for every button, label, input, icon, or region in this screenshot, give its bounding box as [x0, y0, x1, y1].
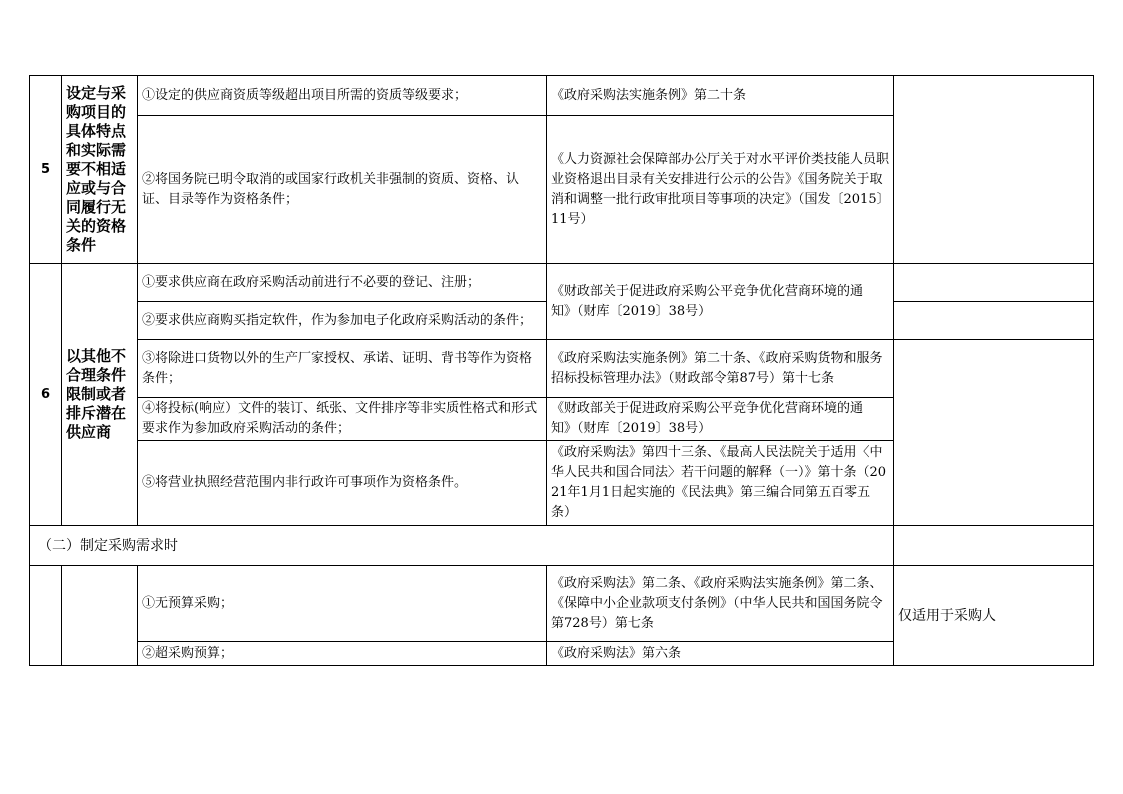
table-row	[30, 566, 1094, 642]
item-text: ①要求供应商在政府采购活动前进行不必要的登记、注册；	[138, 264, 547, 302]
legal-basis: 《财政部关于促进政府采购公平竞争优化营商环境的通知》（财库〔2019〕38号）	[547, 264, 894, 340]
row-number: 6	[30, 264, 62, 526]
regulation-table	[29, 75, 1094, 666]
item-text: ③将除进口货物以外的生产厂家授权、承诺、证明、背书等作为资格条件；	[138, 340, 547, 398]
item-text: ②超采购预算；	[138, 642, 547, 666]
section-title: （二）制定采购需求时	[30, 526, 894, 566]
item-text: ①设定的供应商资质等级超出项目所需的资质等级要求；	[138, 76, 547, 116]
category-cell	[62, 566, 138, 666]
table-row	[30, 76, 1094, 116]
legal-basis: 《政府采购法》第四十三条、《最高人民法院关于适用〈中华人民共和国合同法〉若干问题的解释（一）》第十条（2021年1月1日起实施的《民法典》第三编合同第五百零五条）	[547, 441, 894, 526]
note-cell	[894, 76, 1094, 264]
note-cell: 仅适用于采购人	[894, 566, 1094, 666]
section-row	[30, 526, 1094, 566]
row-number	[30, 566, 62, 666]
category-cell: 以其他不合理条件限制或者排斥潜在供应商	[62, 264, 138, 526]
item-text: ②将国务院已明令取消的或国家行政机关非强制的资质、资格、认证、目录等作为资格条件；	[138, 116, 547, 264]
legal-basis: 《政府采购法实施条例》第二十条	[547, 76, 894, 116]
category-cell: 设定与采购项目的具体特点和实际需要不相适应或与合同履行无关的资格条件	[62, 76, 138, 264]
note-cell	[894, 302, 1094, 340]
table-row	[30, 340, 1094, 398]
row-number: 5	[30, 76, 62, 264]
legal-basis: 《人力资源社会保障部办公厅关于对水平评价类技能人员职业资格退出目录有关安排进行公示的公告》《国务院关于取消和调整一批行政审批项目等事项的决定》（国发〔2015〕11号）	[547, 116, 894, 264]
legal-basis: 《财政部关于促进政府采购公平竞争优化营商环境的通知》（财库〔2019〕38号）	[547, 398, 894, 441]
item-text: ①无预算采购；	[138, 566, 547, 642]
item-text: ④将投标(响应）文件的装订、纸张、文件排序等非实质性格式和形式要求作为参加政府采购活动的条件；	[138, 398, 547, 441]
legal-basis: 《政府采购法实施条例》第二十条、《政府采购货物和服务招标投标管理办法》（财政部令第87号）第十七条	[547, 340, 894, 398]
table-row	[30, 264, 1094, 302]
legal-basis: 《政府采购法》第二条、《政府采购法实施条例》第二条、《保障中小企业款项支付条例》（中华人民共和国国务院令第728号）第七条	[547, 566, 894, 642]
note-cell	[894, 264, 1094, 302]
legal-basis: 《政府采购法》第六条	[547, 642, 894, 666]
note-cell	[894, 340, 1094, 526]
item-text: ⑤将营业执照经营范围内非行政许可事项作为资格条件。	[138, 441, 547, 526]
note-cell	[894, 526, 1094, 566]
item-text: ②要求供应商购买指定软件，作为参加电子化政府采购活动的条件；	[138, 302, 547, 340]
